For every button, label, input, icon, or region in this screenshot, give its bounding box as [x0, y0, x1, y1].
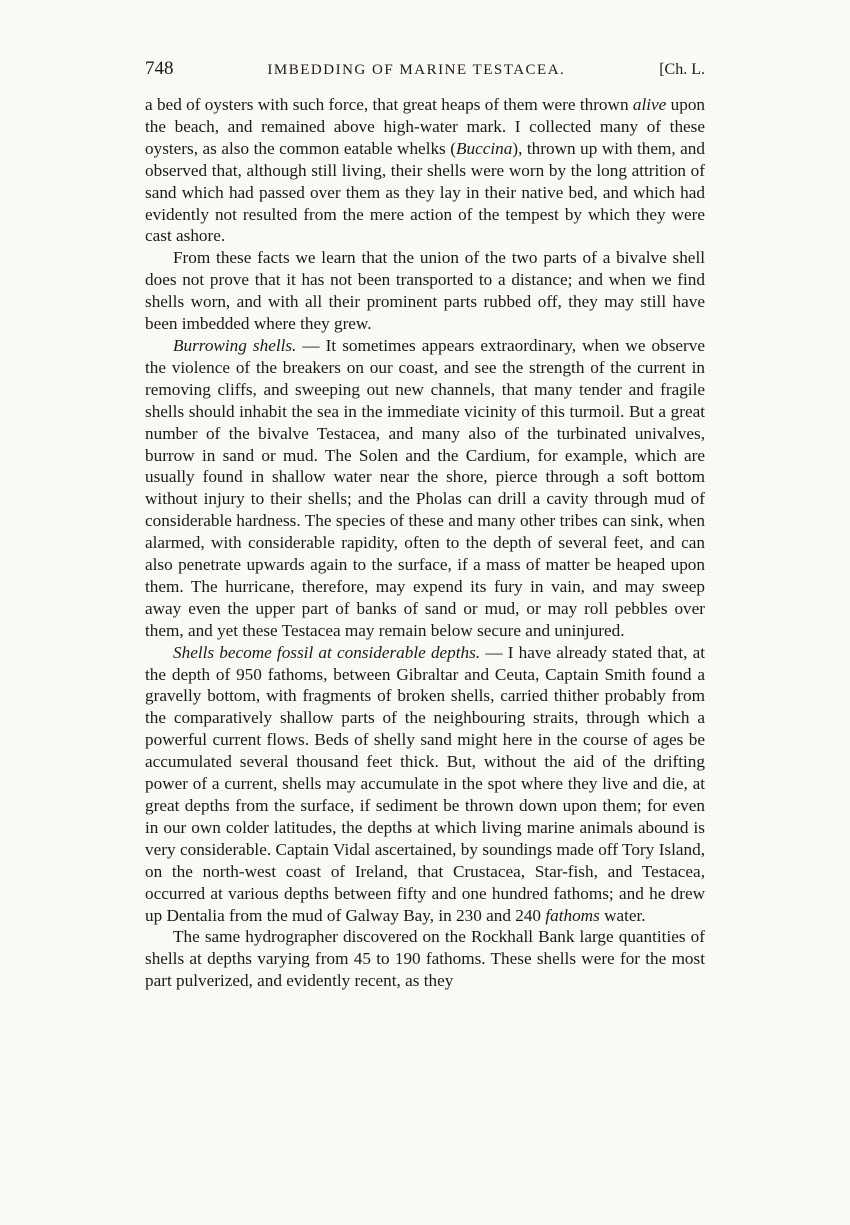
- body-text: [145, 94, 705, 992]
- paragraph: [145, 642, 705, 927]
- text-run: From these facts we learn that the union of the two parts of a bivalve shell does not prove that it has not been transported to a distance; and when we find shells worn, and with all their prominent parts rubbed off, they may still have been imbedded where they grew.: [145, 248, 705, 334]
- italic-text: Buccina: [456, 138, 513, 158]
- paragraph: [145, 926, 705, 992]
- paragraph: [145, 94, 705, 247]
- paragraph: [145, 335, 705, 642]
- text-run: water.: [599, 905, 646, 925]
- text-run: — I have already stated that, at the depth of 950 fathoms, between Gibraltar and Ceuta, Captain Smith found a gravelly bottom, with fragments of broken shells, carried thither probably from the comparatively shallow parts of the neighbouring straits, through which a powerful current flows. Beds of shelly sand might here in the course of ages be accumulated several thousand feet thick. But, without the aid of the drifting power of a current, shells may accumulate in the spot where they live and die, at great depths from the surface, if sediment be thrown down upon them; for even in our own colder latitudes, the depths at which living marine animals abound is very considerable. Captain Vidal ascertained, by soundings made off Tory Island, on the north-west coast of Ireland, that Crustacea, Star-fish, and Testacea, occurred at various depths between fifty and one hundred fathoms; and he drew up Dentalia from the mud of Galway Bay, in 230 and 240: [145, 642, 705, 925]
- page-number: 748: [145, 58, 174, 79]
- italic-text: Burrowing shells.: [173, 335, 297, 355]
- text-run: ), thrown up with them, and observed that, although still living, their shells were worn by the long attrition of sand which had passed over them as they lay in their native bed, and which had evidently not resulted from the mere action of the tempest by which they were cast ashore.: [145, 138, 705, 246]
- chapter-marker: [Ch. L.: [659, 61, 705, 78]
- italic-text: alive: [632, 95, 667, 114]
- italic-text: Shells become fossil at considerable depths.: [173, 642, 481, 662]
- running-title: IMBEDDING OF MARINE TESTACEA.: [267, 62, 566, 78]
- text-run: upon the beach, and remained above high-water mark. I collected many of these oysters, as also the common eatable whelks (: [145, 95, 706, 158]
- page-header: [145, 58, 705, 88]
- text-run: — It sometimes appears extraordinary, when we observe the violence of the breakers on our coast, and see the strength of the current in removing cliffs, and sweeping out new channels, that many tender and fragile shells should inhabit the sea in the immediate vicinity of this turmoil. But a great number of the bivalve Testacea, and many also of the turbinated univalves, burrow in sand or mud. The Solen and the Cardium, for example, which are usually found in shallow water near the shore, pierce through a soft bottom without injury to their shells; and the Pholas can drill a cavity through mud of considerable hardness. The species of these and many other tribes can sink, when alarmed, with considerable rapidity, often to the depth of several feet, and can also penetrate upwards again to the surface, if a mass of matter be heaped upon them. The hurricane, therefore, may expend its fury in vain, and may sweep away even the upper part of banks of sand or mud, or may roll pebbles over them, and yet these Testacea may remain below secure and uninjured.: [145, 335, 705, 640]
- italic-text: fathoms: [545, 905, 600, 925]
- text-run: The same hydrographer discovered on the Rockhall Bank large quantities of shells at depths varying from 45 to 190 fathoms. These shells were for the most part pulverized, and evidently recent, as they: [145, 927, 705, 991]
- paragraph: [145, 247, 705, 335]
- text-run: a bed of oysters with such force, that great heaps of them were thrown: [145, 95, 633, 114]
